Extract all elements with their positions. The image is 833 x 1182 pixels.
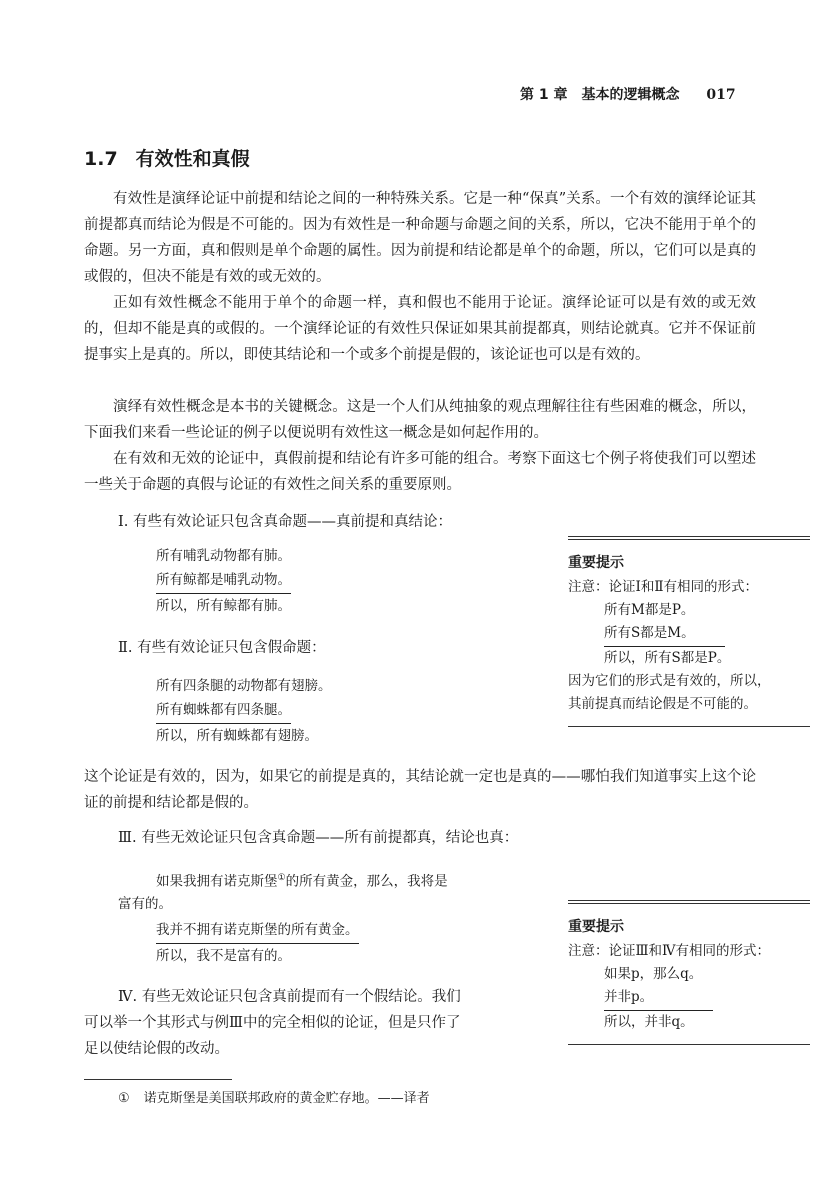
example-2-heading: Ⅱ. 有些有效论证只包含假命题： xyxy=(118,640,326,656)
example-3-heading: Ⅲ. 有些无效论证只包含真命题——所有前提都真，结论也真： xyxy=(118,830,519,846)
tip-1-conclusion-1: 因为它们的形式是有效的，所以， xyxy=(568,673,771,689)
example-1-conclusion: 所以，所有鲸都有肺。 xyxy=(156,598,291,614)
tip-2-form-3: 所以，并非q。 xyxy=(604,1014,694,1030)
example-3-premise-2: 我并不拥有诺克斯堡的所有黄金。 xyxy=(156,918,359,944)
example-3-premise-1: 如果我拥有诺克斯堡①的所有黄金，那么，我将是 xyxy=(156,873,448,890)
paragraph-after-example-2: 这个论证是有效的，因为，如果它的前提是真的，其结论就一定也是真的——哪怕我们知道事实上这个论证的前提和结论都是假的。 xyxy=(84,769,756,811)
chapter-title: 第 1 章 基本的逻辑概念 xyxy=(520,87,680,103)
tip-1-title: 重要提示 xyxy=(568,555,624,571)
example-4-line-1: Ⅳ. 有些无效论证只包含真前提而有一个假结论。我们 xyxy=(118,989,461,1005)
tip-1-conclusion-2: 其前提真而结论假是不可能的。 xyxy=(568,696,757,712)
section-title: 有效性和真假 xyxy=(135,148,250,170)
example-4-line-2: 可以举一个其形式与例Ⅲ中的完全相似的论证，但是只作了 xyxy=(84,1015,461,1031)
footnote-text: 诺克斯堡是美国联邦政府的黄金贮存地。——译者 xyxy=(143,1091,430,1106)
section-number: 1.7 xyxy=(84,148,118,170)
running-header xyxy=(520,84,780,104)
example-4-text xyxy=(84,984,461,1062)
example-3-conclusion: 所以，我不是富有的。 xyxy=(156,948,291,964)
tip-1-form-2: 所有S都是M。 xyxy=(604,622,725,647)
example-3-premise-1-cont: 富有的。 xyxy=(118,896,172,912)
tip-2-intro: 注意：论证Ⅲ和Ⅳ有相同的形式： xyxy=(568,943,771,959)
tip-1-form-1: 所有M都是P。 xyxy=(604,602,695,618)
example-1-premise-1: 所有哺乳动物都有肺。 xyxy=(156,548,291,564)
paragraph-1: 有效性是演绎论证中前提和结论之间的一种特殊关系。它是一种“保真”关系。一个有效的演绎论证其前提都真而结论为假是不可能的。因为有效性是一种命题与命题之间的关系，所以，它决不能用于单个的命题。另一方面，真和假则是单个命题的属性。因为前提和结论都是单个的命题，所以，它们可以是真的或假的，但决不能是有效的或无效的。 xyxy=(84,191,756,285)
example-4-line-3: 足以使结论假的改动。 xyxy=(84,1041,229,1057)
footnote-divider xyxy=(84,1079,232,1080)
paragraph-2: 正如有效性概念不能用于单个的命题一样，真和假也不能用于论证。演绎论证可以是有效的或无效的，但却不能是真的或假的。一个演绎论证的有效性只保证如果其前提都真，则结论就真。它并不保证前提事实上是真的。所以，即使其结论和一个或多个前提是假的，该论证也可以是有效的。 xyxy=(84,295,756,363)
page-number: 017 xyxy=(706,87,736,103)
important-tip-box-1 xyxy=(568,536,810,727)
important-tip-box-2 xyxy=(568,900,810,1045)
example-1-heading: Ⅰ. 有些有效论证只包含真命题——真前提和真结论： xyxy=(118,514,452,530)
footnote-reference: ① xyxy=(277,873,286,883)
footnote xyxy=(118,1087,430,1106)
tip-2-form-1: 如果p，那么q。 xyxy=(604,966,703,982)
section-heading xyxy=(84,144,250,171)
example-2-conclusion: 所以，所有蜘蛛都有翅膀。 xyxy=(156,728,318,744)
example-1-argument xyxy=(156,544,291,618)
footnote-mark: ① xyxy=(118,1091,130,1106)
paragraph-3: 演绎有效性概念是本书的关键概念。这是一个人们从纯抽象的观点理解往往有些困难的概念，所以，下面我们来看一些论证的例子以便说明有效性这一概念是如何起作用的。 xyxy=(84,399,756,441)
paragraph-4: 在有效和无效的论证中，真假前提和结论有许多可能的组合。考察下面这七个例子将使我们可以塑述一些关于命题的真假与论证的有效性之间关系的重要原则。 xyxy=(84,451,756,493)
example-2-premise-2: 所有蜘蛛都有四条腿。 xyxy=(156,698,291,724)
tip-1-intro: 注意：论证Ⅰ和Ⅱ有相同的形式： xyxy=(568,579,759,595)
tip-2-title: 重要提示 xyxy=(568,919,624,935)
example-2-argument xyxy=(156,674,332,748)
example-2-premise-1: 所有四条腿的动物都有翅膀。 xyxy=(156,678,332,694)
example-1-premise-2: 所有鲸都是哺乳动物。 xyxy=(156,568,291,594)
tip-1-form-3: 所以，所有S都是P。 xyxy=(604,650,731,666)
tip-2-form-2: 并非p。 xyxy=(604,986,713,1011)
